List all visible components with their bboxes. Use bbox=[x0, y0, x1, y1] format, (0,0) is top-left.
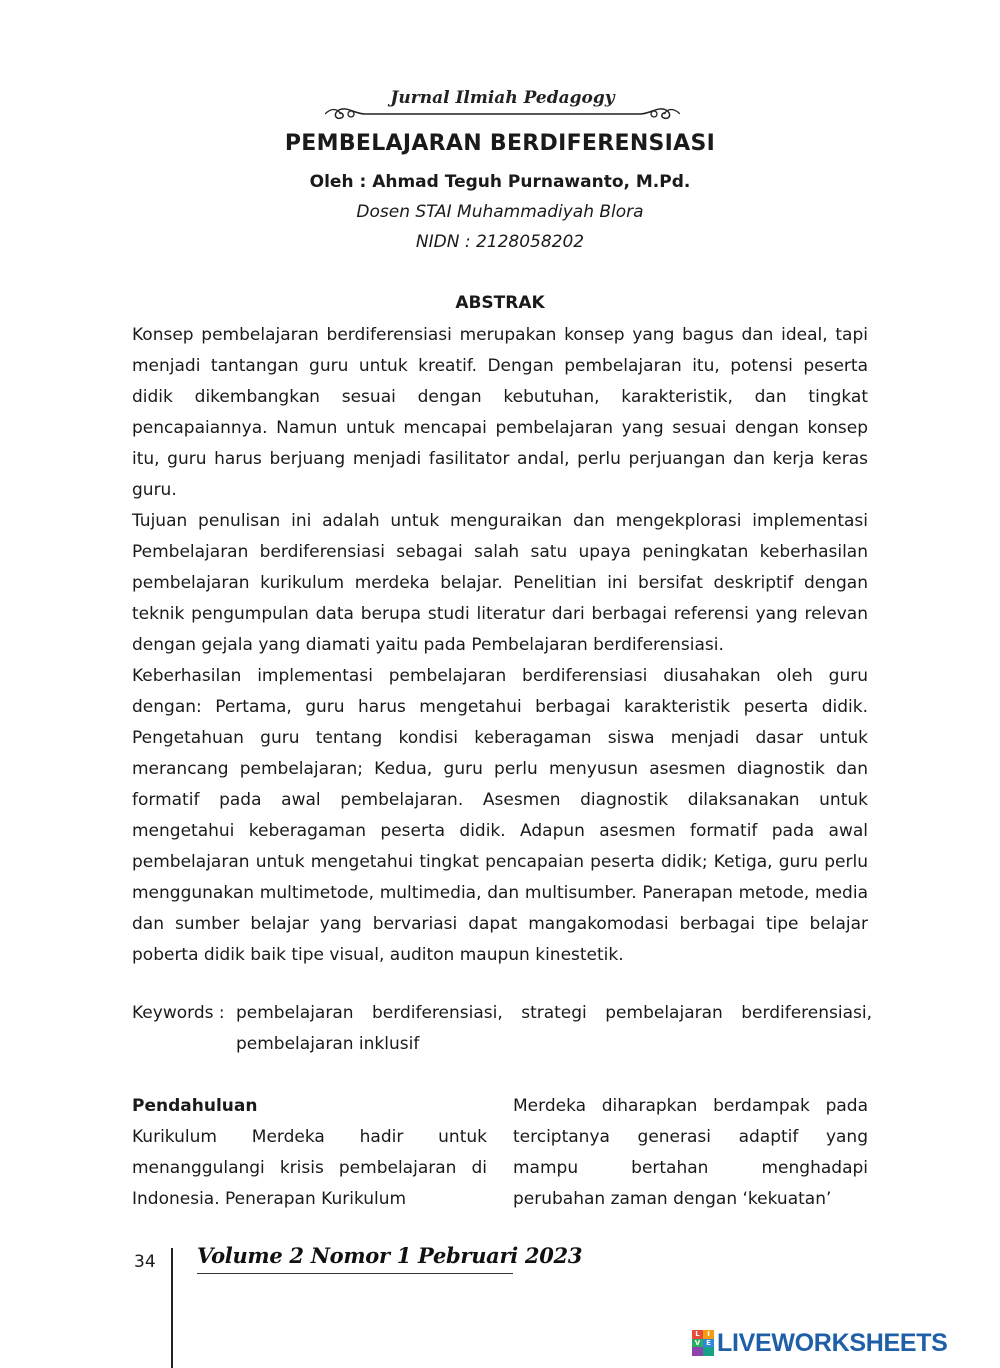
body-paragraph: Kurikulum Merdeka hadir untuk menanggulangi krisis pembelajaran di Indonesia. Penerapan Kurikulum bbox=[132, 1127, 487, 1209]
watermark-text: LIVEWORKSHEETS bbox=[717, 1328, 948, 1357]
keywords-label: Keywords : bbox=[132, 1003, 225, 1023]
footer-rule bbox=[197, 1273, 513, 1274]
affiliation: Dosen STAI Muhammadiyah Blora bbox=[356, 202, 644, 222]
abstract-body bbox=[132, 320, 868, 971]
keywords-text: pembelajaran berdiferensiasi, strategi pembelajaran berdiferensiasi, pembelajaran inklusif bbox=[236, 1003, 872, 1054]
author-line: Oleh : Ahmad Teguh Purnawanto, M.Pd. bbox=[309, 172, 691, 192]
liveworksheets-logo-icon: L I V E bbox=[692, 1330, 714, 1356]
page-number: 34 bbox=[134, 1252, 156, 1272]
footer-divider bbox=[171, 1248, 173, 1368]
abstract-paragraph: Keberhasilan implementasi pembelajaran berdiferensiasi diusahakan oleh guru dengan: Pertama, guru harus mengetahui berbagai karakteristik peserta didik. Pengetahuan guru tentang kondisi keberagaman siswa menjadi dasar untuk merancang pembelajaran; Kedua, guru perlu menyusun asesmen diagnostik dan formatif pada awal pembelajaran. Asesmen diagnostik dilaksanakan untuk mengetahui keberagaman peserta didik. Adapun asesmen formatif pada awal pembelajaran untuk mengetahui tingkat pencapaian peserta didik; Ketiga, guru perlu menggunakan multimetode, multimedia, dan multisumber. Panerapan metode, media dan sumber belajar yang bervariasi dapat mangakomodasi berbagai tipe belajar poberta didik baik tipe visual, auditon maupun kinestetik. bbox=[132, 666, 868, 965]
nidn: NIDN : 2128058202 bbox=[415, 232, 585, 252]
section-heading: Pendahuluan bbox=[132, 1096, 258, 1116]
abstract-heading: ABSTRAK bbox=[455, 293, 545, 313]
abstract-paragraph: Tujuan penulisan ini adalah untuk menguraikan dan mengekplorasi implementasi Pembelajaran berdiferensiasi sebagai salah satu upaya peningkatan keberhasilan pembelajaran kurikulum merdeka belajar. Penelitian ini bersifat deskriptif dengan teknik pengumpulan data berupa studi literatur dari berbagai referensi yang relevan dengan gejala yang diamati yaitu pada Pembelajaran berdiferensiasi. bbox=[132, 511, 868, 655]
liveworksheets-watermark bbox=[692, 1326, 948, 1360]
journal-header bbox=[325, 88, 680, 120]
volume-label: Volume 2 Nomor 1 Pebruari 2023 bbox=[197, 1243, 583, 1268]
abstract-paragraph: Konsep pembelajaran berdiferensiasi merupakan konsep yang bagus dan ideal, tapi menjadi tantangan guru untuk kreatif. Dengan pembelajaran itu, potensi peserta didik dikembangkan sesuai dengan kebutuhan, karakteristik, dan tingkat pencapaiannya. Namun untuk mencapai pembelajaran yang sesuai dengan konsep itu, guru harus berjuang menjadi fasilitator andal, perlu perjuangan dan kerja keras guru. bbox=[132, 325, 868, 500]
paper-title: PEMBELAJARAN BERDIFERENSIASI bbox=[284, 131, 716, 156]
journal-name: Jurnal Ilmiah Pedagogy bbox=[390, 88, 615, 108]
body-right-column bbox=[513, 1091, 868, 1215]
body-left-column bbox=[132, 1091, 487, 1215]
body-paragraph: Merdeka diharapkan berdampak pada terciptanya generasi adaptif yang mampu bertahan menghadapi perubahan zaman dengan ‘kekuatan’ bbox=[513, 1096, 868, 1209]
